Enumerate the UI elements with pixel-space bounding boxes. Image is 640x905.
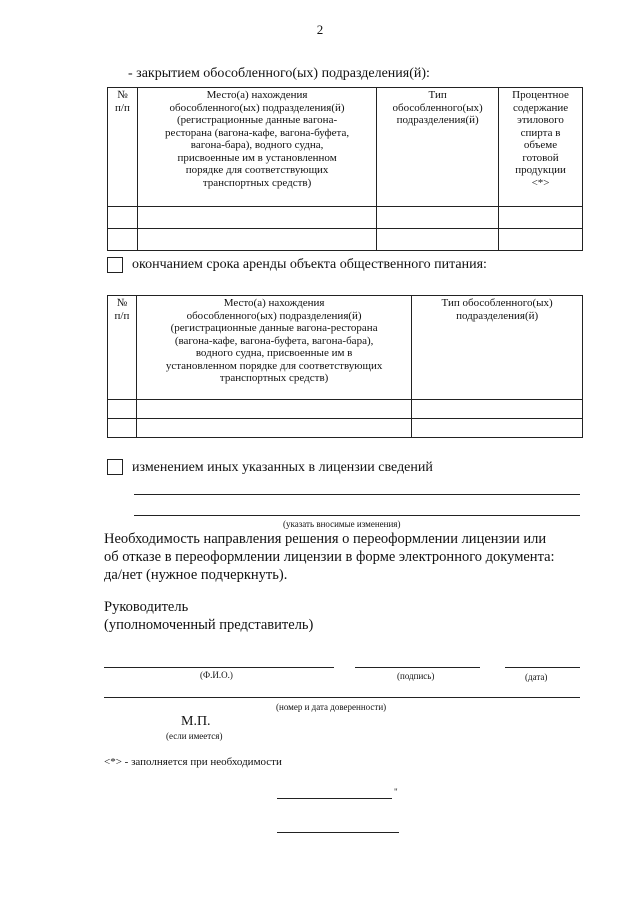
fio-line[interactable] (104, 667, 334, 668)
table-row[interactable] (108, 419, 583, 438)
col-header-percent: Процентное содержание этилового спирта в объеме готовой продукции <*> (499, 88, 583, 207)
date-caption: (дата) (525, 672, 548, 682)
signature-caption: (подпись) (397, 671, 435, 681)
stamp-label: М.П. (181, 714, 211, 729)
col-header-number: № п/п (108, 296, 137, 400)
col-header-place: Место(а) нахождения обособленного(ых) подразделения(й) (регистрационные данные вагона- ресторана (вагона-кафе, вагона-буфета, вагона-бара), водного судна, присвоенные им в установленном порядке для соответствующих транспортных средств) (137, 88, 376, 207)
date-line[interactable] (505, 667, 580, 668)
table-row[interactable] (108, 229, 583, 251)
bottom-line-1 (277, 798, 392, 799)
proxy-caption: (номер и дата доверенности) (276, 702, 387, 712)
signature-line[interactable] (355, 667, 480, 668)
fio-caption: (Ф.И.О.) (200, 670, 233, 680)
table-row[interactable] (108, 400, 583, 419)
signatory-label: Руководитель (уполномоченный представитель) (104, 599, 314, 633)
stamp-note: (если имеется) (166, 731, 223, 741)
table-row[interactable] (108, 207, 583, 229)
bottom-mark: " (394, 787, 398, 797)
changes-caption: (указать вносимые изменения) (283, 519, 401, 529)
col-header-place: Место(а) нахождения обособленного(ых) подразделения(й) (регистрационные данные вагона-ресторана (вагона-кафе, вагона-буфета, вагона-бара), водного судна, присвоенные им в установленном порядке для соответствующих транспортных средств) (136, 296, 411, 400)
other-changes-checkbox[interactable] (107, 459, 123, 475)
necessity-paragraph: Необходимость направления решения о переоформлении лицензии или об отказе в переоформлении лицензии в форме электронного документа: да/нет (нужное подчеркнуть). (104, 531, 555, 583)
col-header-type: Тип обособленного(ых) подразделения(й) (412, 296, 583, 400)
section3-heading: изменением иных указанных в лицензии сведений (132, 460, 433, 475)
proxy-line[interactable] (104, 697, 580, 698)
changes-line-1[interactable] (134, 494, 580, 495)
closure-table (107, 87, 583, 251)
lease-table (107, 295, 583, 438)
lease-end-checkbox[interactable] (107, 257, 123, 273)
section2-heading: окончанием срока аренды объекта общественного питания: (132, 257, 487, 272)
bottom-line-2 (277, 832, 399, 833)
section1-heading: - закрытием обособленного(ых) подразделения(й): (128, 66, 430, 81)
page-number: 2 (316, 22, 324, 37)
col-header-number: № п/п (108, 88, 138, 207)
changes-line-2[interactable] (134, 515, 580, 516)
footnote: <*> - заполняется при необходимости (104, 756, 282, 768)
col-header-type: Тип обособленного(ых) подразделения(й) (377, 88, 499, 207)
